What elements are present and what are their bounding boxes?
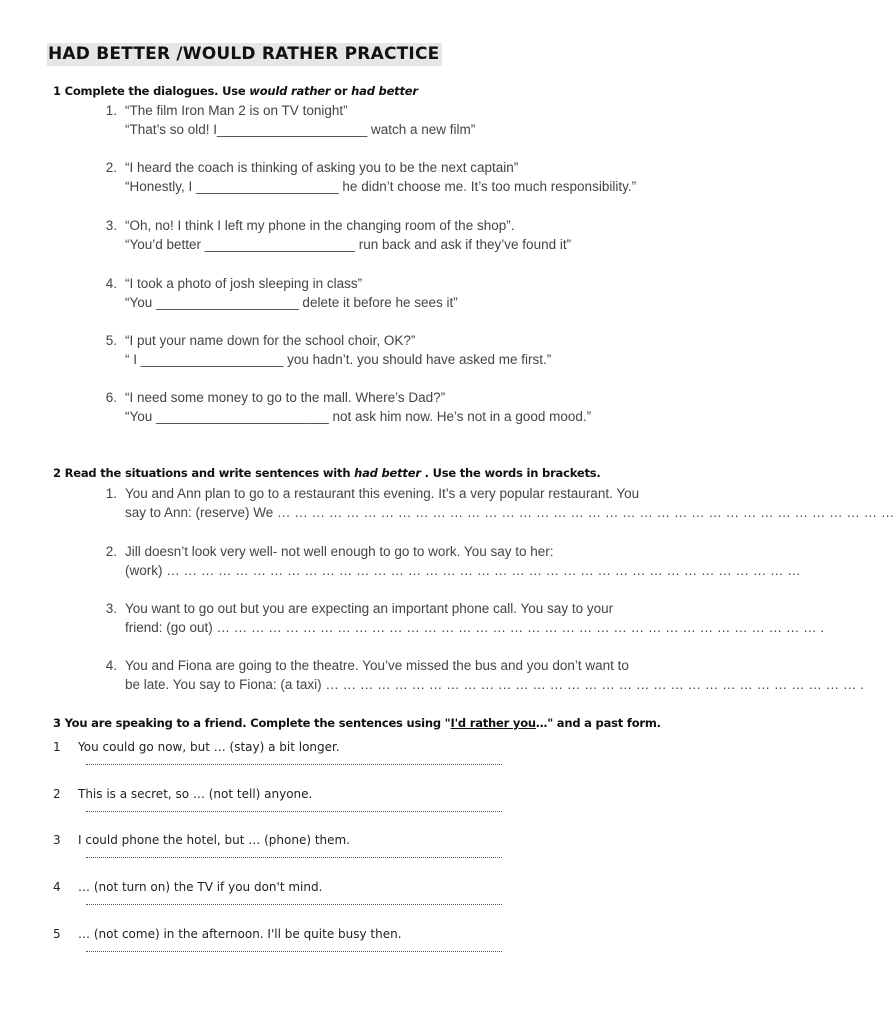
situation-line-1: You and Ann plan to go to a restaurant this evening. It’s a very popular restaurant. You (125, 486, 640, 501)
item-number: 4. (105, 658, 117, 673)
item-number: 5 (53, 927, 61, 941)
dialogue-line-1: “The film Iron Man 2 is on TV tonight” (125, 103, 348, 118)
item-number: 4 (53, 880, 61, 894)
section-2-heading (53, 466, 601, 480)
situation-line-2: be late. You say to Fiona: (a taxi) … … … … … … … … … … … … … … … … … … … … … … … … … … … … … … … . (125, 677, 864, 692)
section-3-heading-suffix: …" and a past form. (535, 716, 661, 730)
section-2-heading-prefix: 2 Read the situations and write sentences with (53, 466, 355, 480)
dialogue-line-2: “You _______________________ not ask him now. He’s not in a good mood.” (125, 409, 592, 424)
dialogue-line-1: “I heard the coach is thinking of asking you to be the next captain” (125, 160, 519, 175)
section-3-heading-underlined: I'd rather you (450, 716, 536, 730)
item-number: 4. (105, 276, 117, 291)
answer-line[interactable] (86, 810, 502, 812)
section-2-heading-suffix: . Use the words in brackets. (420, 466, 601, 480)
answer-line[interactable] (86, 903, 502, 905)
answer-line[interactable] (86, 950, 502, 952)
item-number: 3. (105, 218, 117, 233)
item-number: 5. (105, 333, 117, 348)
answer-line[interactable] (86, 763, 502, 765)
item-number: 2. (105, 544, 117, 559)
section-3-heading (53, 716, 661, 730)
item-number: 2. (105, 160, 117, 175)
worksheet-title: HAD BETTER /WOULD RATHER PRACTICE (47, 43, 442, 66)
dialogue-line-2: “That’s so old! I____________________ watch a new film” (125, 122, 476, 137)
situation-line-1: Jill doesn’t look very well- not well enough to go to work. You say to her: (125, 544, 554, 559)
situation-line-2: (work) … … … … … … … … … … … … … … … … … … … … … … … … … … … … … … … … … … … … … (125, 563, 801, 578)
section-1-heading-mid: or (330, 84, 352, 98)
section-3-heading-prefix: 3 You are speaking to a friend. Complete the sentences using " (53, 716, 451, 730)
sentence-prompt: … (not turn on) the TV if you don't mind. (78, 880, 323, 894)
item-number: 1. (105, 103, 117, 118)
item-number: 3. (105, 601, 117, 616)
section-1-heading-prefix: 1 Complete the dialogues. Use (53, 84, 250, 98)
item-number: 2 (53, 787, 61, 801)
item-number: 3 (53, 833, 61, 847)
sentence-prompt: This is a secret, so … (not tell) anyone. (78, 787, 313, 801)
sentence-prompt: You could go now, but … (stay) a bit longer. (78, 740, 340, 754)
section-1-heading-emphasis-would-rather: would rather (249, 84, 331, 98)
item-number: 1. (105, 486, 117, 501)
section-1-heading (53, 84, 418, 98)
situation-line-2: say to Ann: (reserve) We … … … … … … … … … … … … … … … … … … … … … … … … … … … … … … … … … … … … (125, 505, 894, 520)
item-number: 6. (105, 390, 117, 405)
dialogue-line-2: “ I ___________________ you hadn’t. you should have asked me first.” (125, 352, 552, 367)
dialogue-line-2: “You’d better ____________________ run back and ask if they’ve found it” (125, 237, 572, 252)
sentence-prompt: I could phone the hotel, but … (phone) them. (78, 833, 351, 847)
dialogue-line-2: “Honestly, I ___________________ he didn’t choose me. It’s too much responsibility.” (125, 179, 637, 194)
dialogue-line-1: “Oh, no! I think I left my phone in the changing room of the shop”. (125, 218, 515, 233)
answer-line[interactable] (86, 856, 502, 858)
dialogue-line-1: “I need some money to go to the mall. Where’s Dad?” (125, 390, 446, 405)
dialogue-line-1: “I took a photo of josh sleeping in class” (125, 276, 363, 291)
section-1-heading-emphasis-had-better: had better (351, 84, 418, 98)
section-2-heading-emphasis: had better (354, 466, 421, 480)
dialogue-line-2: “You ___________________ delete it before he sees it” (125, 295, 458, 310)
sentence-prompt: … (not come) in the afternoon. I'll be quite busy then. (78, 927, 402, 941)
situation-line-2: friend: (go out) … … … … … … … … … … … … … … … … … … … … … … … … … … … … … … … … … … … . (125, 620, 825, 635)
situation-line-1: You want to go out but you are expecting an important phone call. You say to your (125, 601, 614, 616)
situation-line-1: You and Fiona are going to the theatre. You’ve missed the bus and you don’t want to (125, 658, 629, 673)
dialogue-line-1: “I put your name down for the school choir, OK?” (125, 333, 416, 348)
item-number: 1 (53, 740, 61, 754)
